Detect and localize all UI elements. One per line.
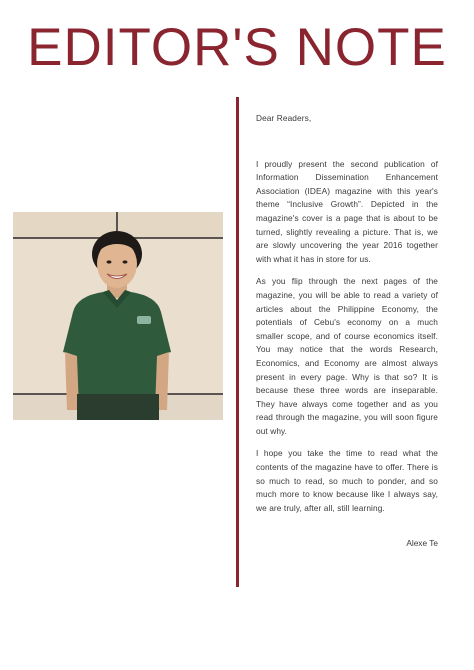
letter-paragraph-3: I hope you take the time to read what the contents of the magazine have to offer. There is so much to read, so much to ponder, and so much more to know because like I always say, we are truly, after all, still learning. xyxy=(256,448,438,513)
letter-salutation: Dear Readers, xyxy=(256,113,312,123)
letter-signature: Alexe Te xyxy=(406,538,438,548)
editor-letter xyxy=(256,112,438,524)
accent-divider xyxy=(236,97,239,587)
letter-paragraph-1: I proudly present the second publication of Information Dissemination Enhancement Association (IDEA) magazine with this year's theme “Inclusive Growth”. Depicted in the magazine's cover is a page that is about to be turned, slightly revealing a picture. That is, we are slowly uncovering the year 2016 together with what it has in store for us. xyxy=(256,158,438,264)
editor-photo xyxy=(13,212,223,420)
page-title: EDITOR'S NOTE xyxy=(27,18,447,77)
letter-paragraph-2: As you flip through the next pages of the magazine, you will be able to read a variety of articles about the Philippine Economy, the potentials of Cebu's economy on a much smaller scope, and of course economics itself. You may notice that the words Research, Economics, and Economy are almost always present in every page. Why is that so? It is because these three words are inseparable. They have always come together and as you read through the magazine, you will soon figure out why. xyxy=(256,276,438,436)
